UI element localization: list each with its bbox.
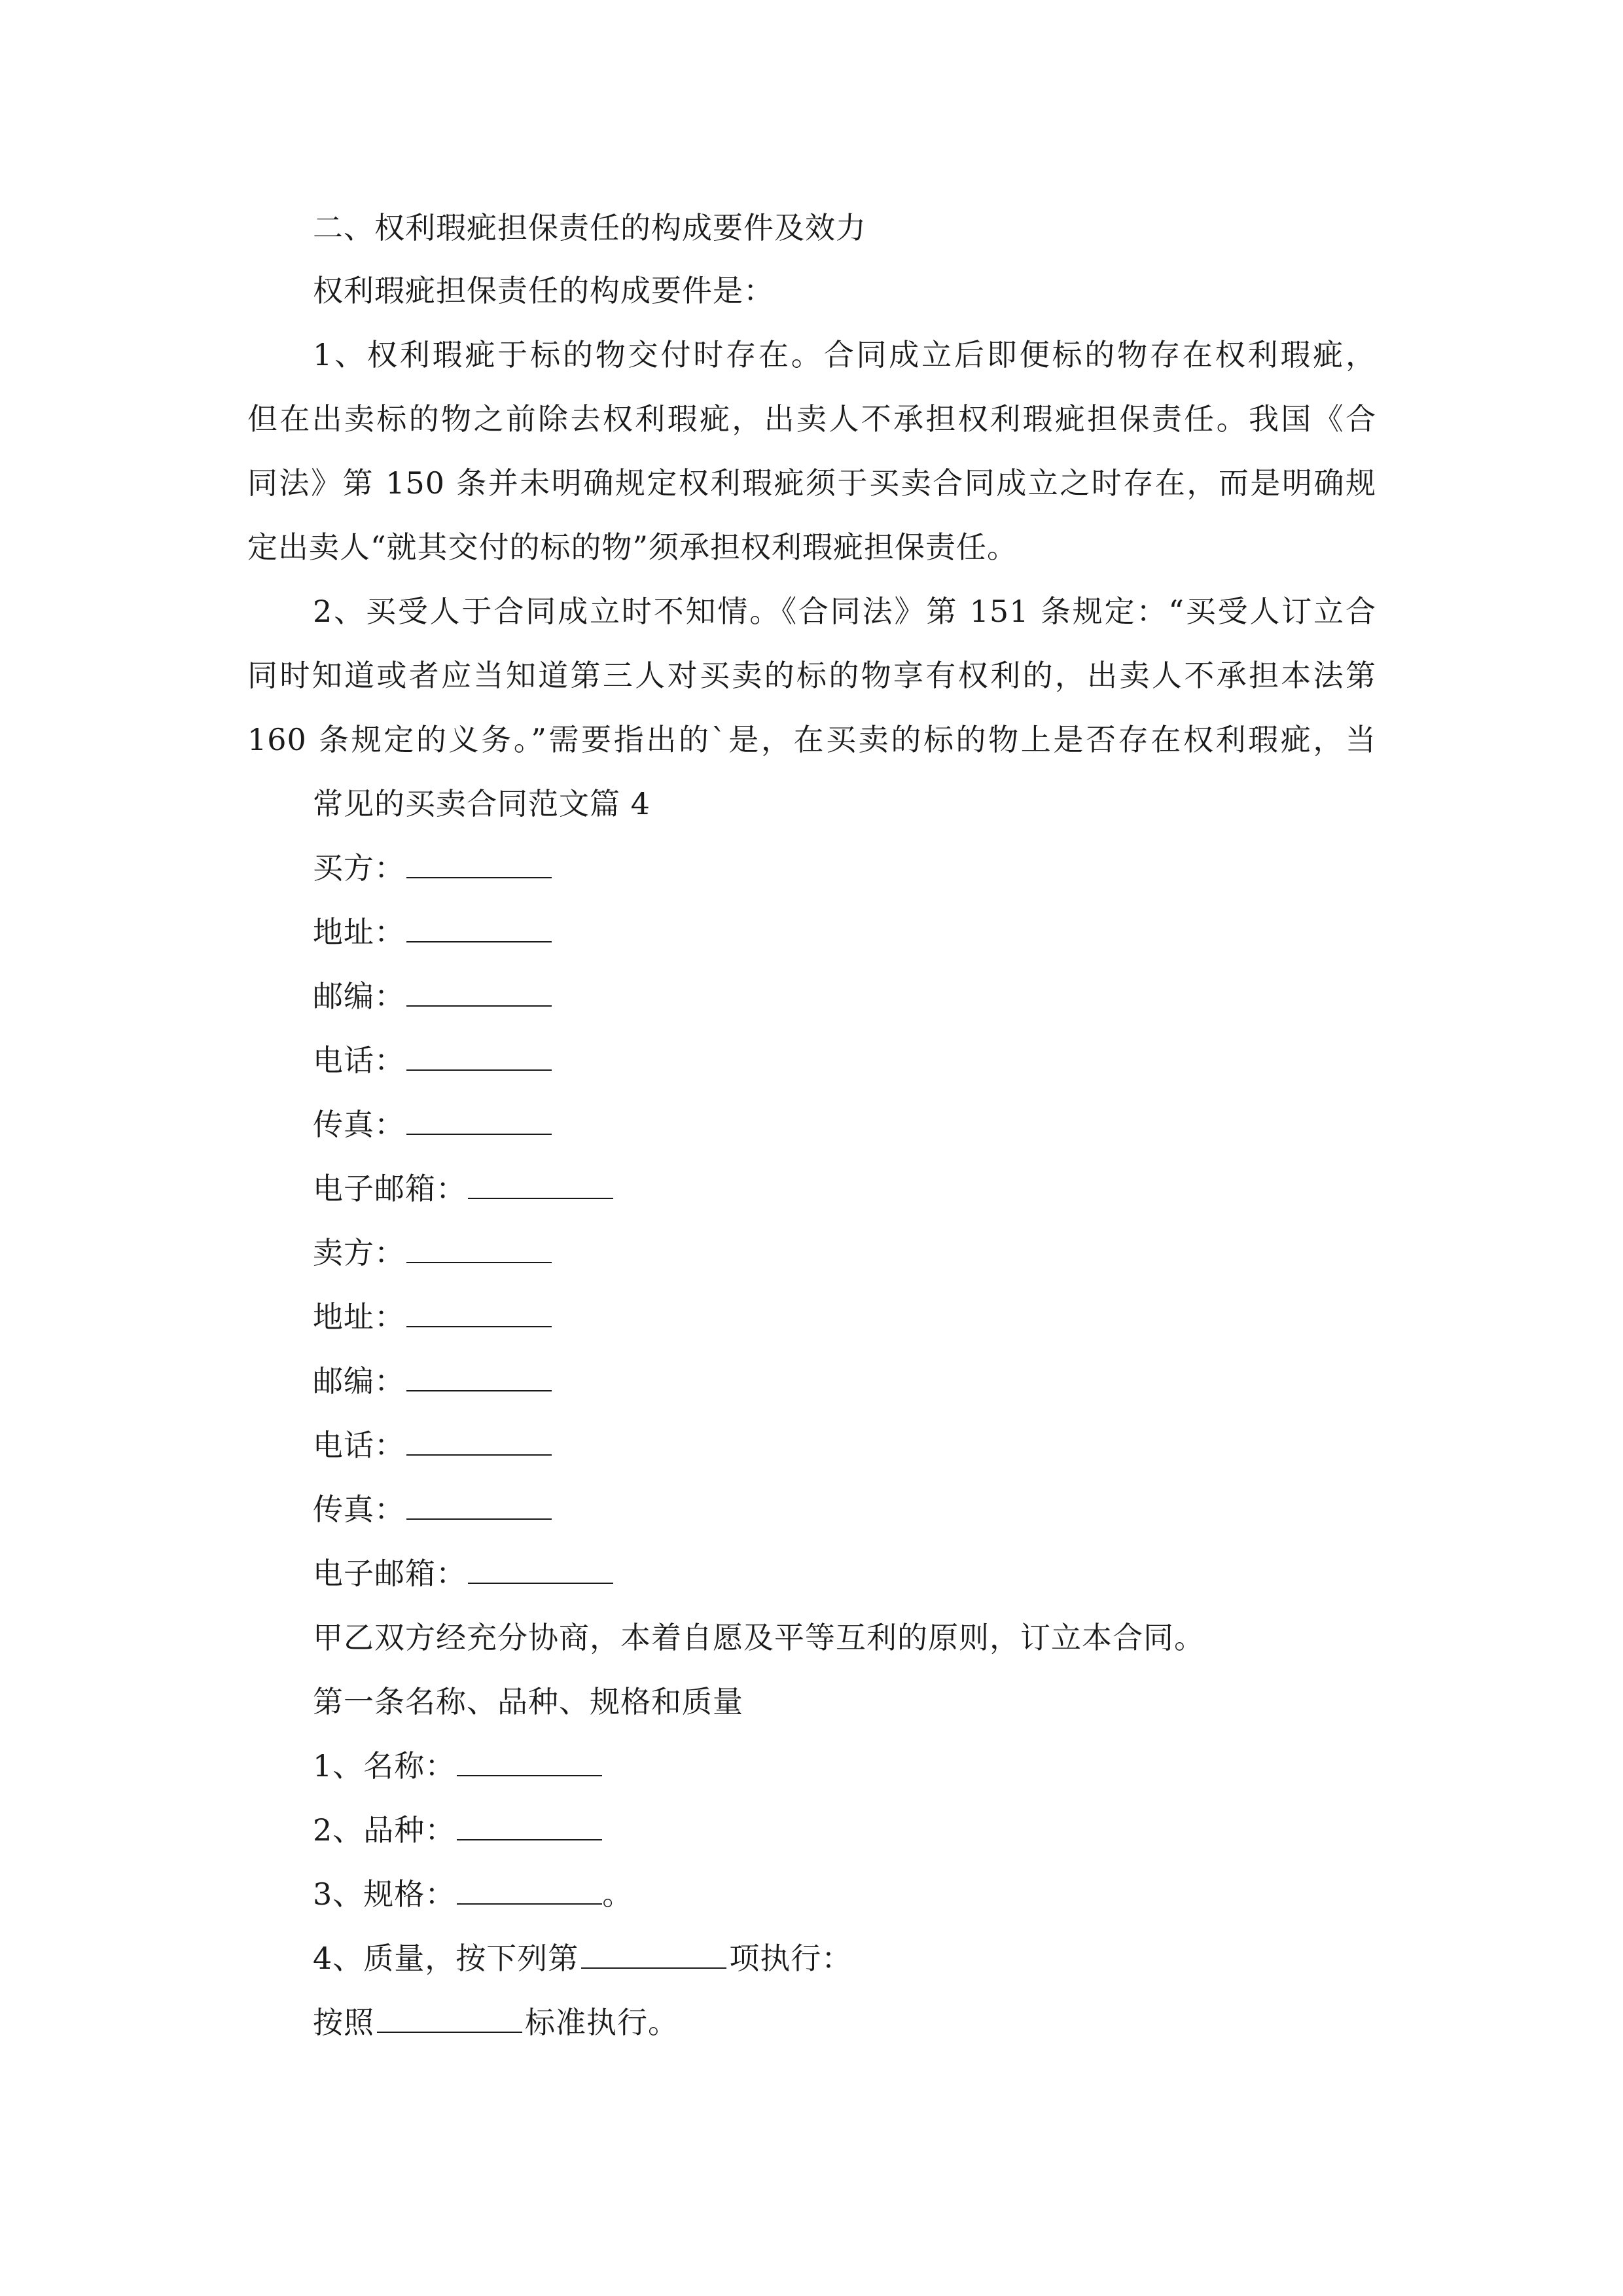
point1-line-2: 但在出卖标的物之前除去权利瑕疵，出卖人不承担权利瑕疵担保责任。我国《合	[247, 401, 1376, 437]
seller-blank[interactable]	[406, 1233, 552, 1263]
item-variety-blank[interactable]	[457, 1810, 602, 1840]
point2-line-1: 2、买受人于合同成立时不知情。《合同法》第 151 条规定：“买受人订立合	[313, 594, 1376, 629]
buyer-phone-label: 电话：	[313, 1043, 405, 1078]
seller-postcode-label: 邮编：	[313, 1363, 405, 1399]
buyer-postcode-label: 邮编：	[313, 978, 405, 1014]
item-quality-field	[313, 1939, 852, 1978]
seller-address-blank[interactable]	[406, 1297, 552, 1327]
buyer-email-blank[interactable]	[468, 1169, 613, 1199]
agreement-text: 甲乙双方经充分协商，本着自愿及平等互利的原则，订立本合同。	[313, 1620, 1205, 1655]
point2-line-3: 160 条规定的义务。”需要指出的`是，在买卖的标的物上是否存在权利瑕疵，当	[247, 722, 1376, 757]
buyer-address-field	[313, 912, 552, 952]
item-name-field	[313, 1746, 602, 1785]
standard-suffix: 标准执行。	[525, 2005, 679, 2040]
article1-title: 第一条名称、品种、规格和质量	[313, 1684, 743, 1719]
point2-line-2: 同时知道或者应当知道第三人对买卖的标的物享有权利的，出卖人不承担本法第	[247, 658, 1376, 693]
standard-prefix: 按照	[313, 2005, 374, 2040]
standard-blank[interactable]	[377, 2003, 522, 2033]
buyer-email-field	[313, 1169, 613, 1208]
seller-phone-blank[interactable]	[406, 1426, 552, 1456]
item-quality-prefix: 4、质量，按下列第	[313, 1941, 579, 1976]
seller-email-field	[313, 1554, 613, 1593]
item-variety-label: 2、品种：	[313, 1812, 456, 1848]
seller-email-label: 电子邮箱：	[313, 1556, 467, 1591]
buyer-address-blank[interactable]	[406, 912, 552, 942]
buyer-postcode-blank[interactable]	[406, 977, 552, 1007]
item-spec-label: 3、规格：	[313, 1876, 456, 1912]
item-quality-blank[interactable]	[581, 1939, 726, 1969]
buyer-fax-field	[313, 1105, 552, 1144]
seller-phone-label: 电话：	[313, 1427, 405, 1463]
item-spec-blank[interactable]	[457, 1874, 602, 1905]
item-variety-field	[313, 1810, 602, 1850]
item-name-blank[interactable]	[457, 1746, 602, 1776]
buyer-field	[313, 848, 552, 888]
buyer-blank[interactable]	[406, 848, 552, 878]
point1-line-4: 定出卖人“就其交付的标的物”须承担权利瑕疵担保责任。	[247, 529, 1018, 565]
seller-label: 卖方：	[313, 1235, 405, 1270]
seller-fax-label: 传真：	[313, 1492, 405, 1527]
seller-address-field	[313, 1297, 552, 1336]
section-heading: 二、权利瑕疵担保责任的构成要件及效力	[313, 210, 866, 245]
item-quality-suffix: 项执行：	[729, 1941, 853, 1976]
buyer-fax-blank[interactable]	[406, 1105, 552, 1135]
contract-title: 常见的买卖合同范文篇 4	[313, 786, 651, 821]
standard-field	[313, 2003, 679, 2042]
point1-line-3: 同法》第 150 条并未明确规定权利瑕疵须于买卖合同成立之时存在，而是明确规	[247, 465, 1376, 501]
buyer-email-label: 电子邮箱：	[313, 1171, 467, 1206]
buyer-phone-blank[interactable]	[406, 1041, 552, 1071]
seller-postcode-blank[interactable]	[406, 1361, 552, 1391]
section-intro: 权利瑕疵担保责任的构成要件是：	[313, 273, 774, 308]
buyer-label: 买方：	[313, 850, 405, 886]
seller-email-blank[interactable]	[468, 1554, 613, 1584]
item-spec-field	[313, 1874, 633, 1914]
item-name-label: 1、名称：	[313, 1748, 456, 1784]
seller-fax-blank[interactable]	[406, 1490, 552, 1520]
seller-address-label: 地址：	[313, 1299, 405, 1335]
buyer-address-label: 地址：	[313, 914, 405, 950]
seller-fax-field	[313, 1490, 552, 1529]
seller-phone-field	[313, 1426, 552, 1465]
seller-postcode-field	[313, 1361, 552, 1401]
seller-field	[313, 1233, 552, 1272]
buyer-postcode-field	[313, 977, 552, 1016]
buyer-fax-label: 传真：	[313, 1107, 405, 1142]
buyer-phone-field	[313, 1041, 552, 1080]
item-spec-suffix: 。	[602, 1876, 633, 1912]
point1-line-1: 1、权利瑕疵于标的物交付时存在。合同成立后即便标的物存在权利瑕疵，	[313, 337, 1376, 372]
